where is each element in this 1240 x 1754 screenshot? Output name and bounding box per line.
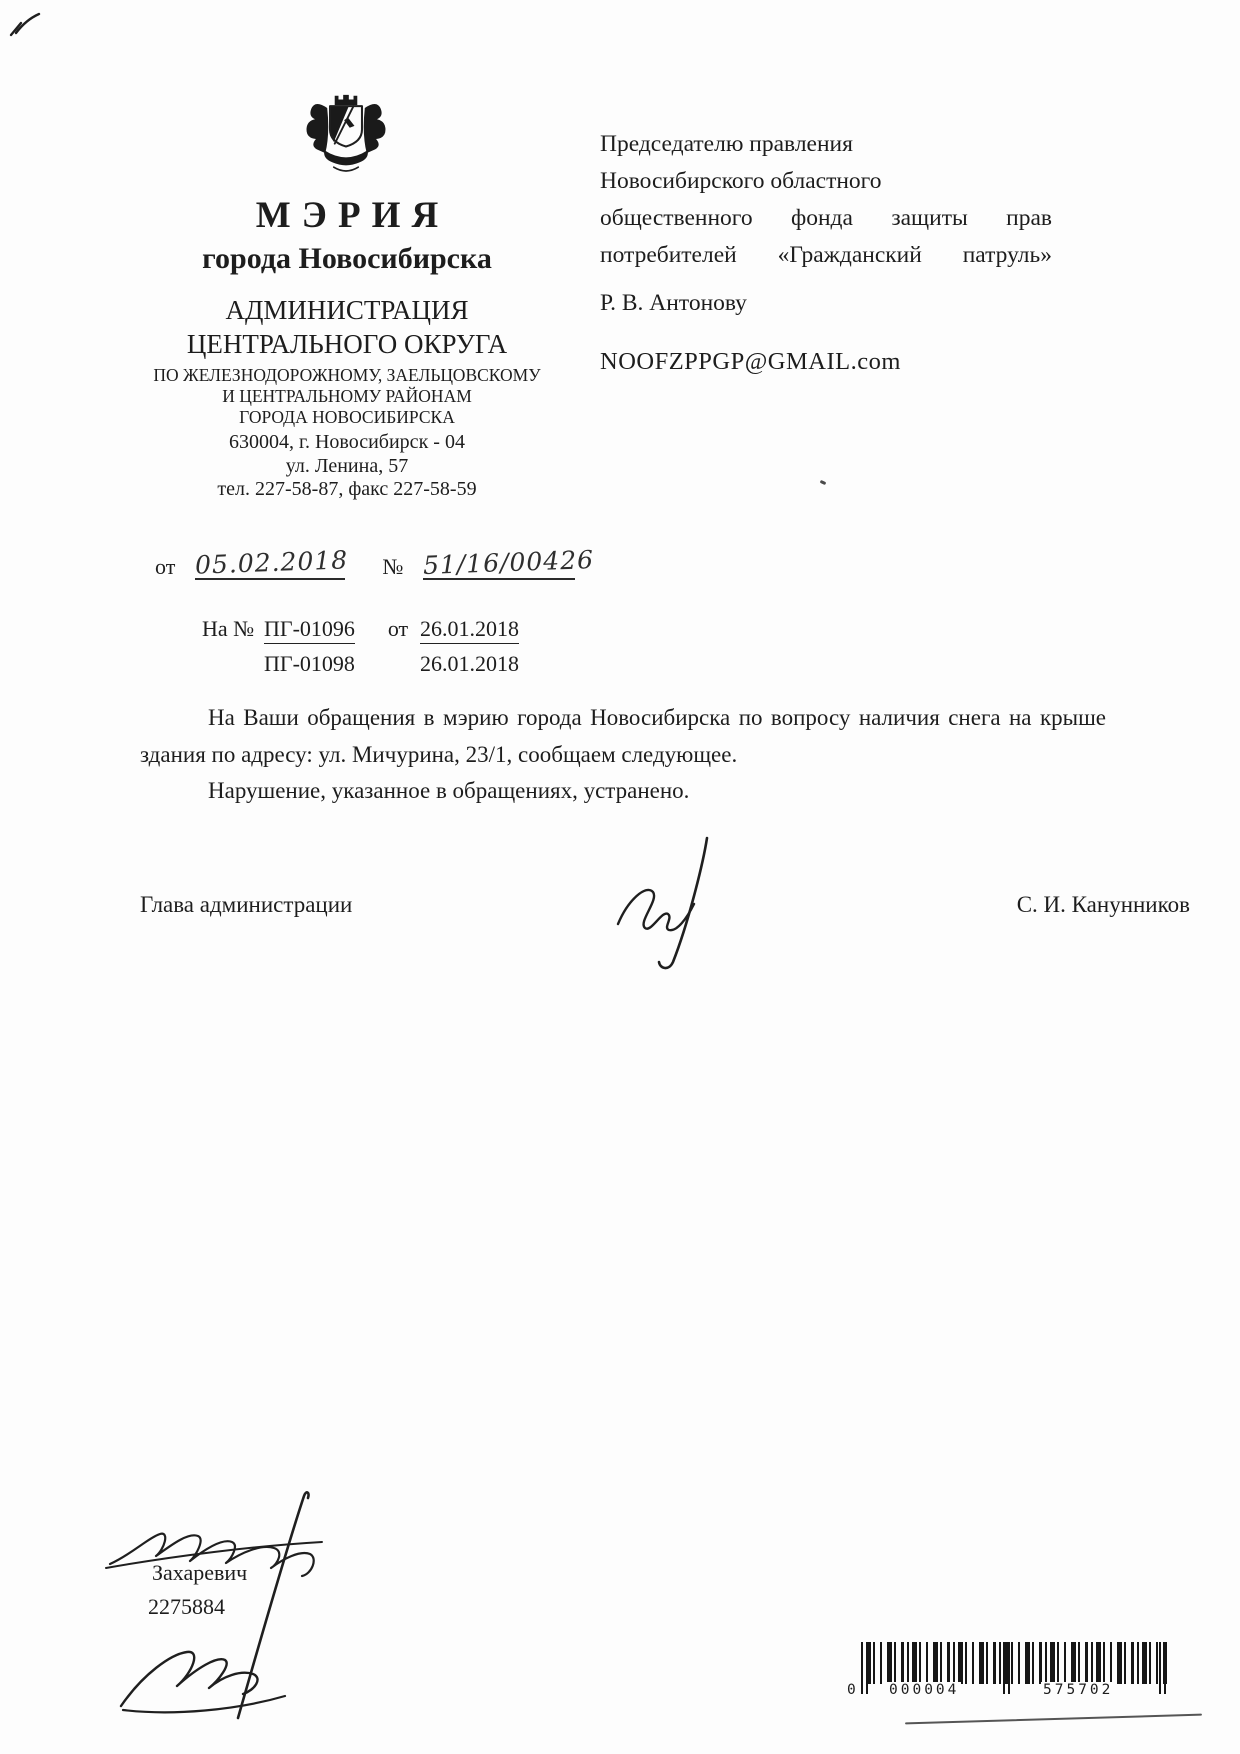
outgoing-number-handwritten: 51/16/00426 (422, 545, 595, 580)
body-paragraph-1: На Ваши обращения в мэрию города Новосибирска по вопросу наличия снега на крыше здания по адресу: ул. Мичурина, 23/1, сообщаем следующее. (140, 705, 1106, 767)
sender-postal-address: 630004, г. Новосибирск - 04 (229, 431, 465, 453)
executor-phone: 2275884 (148, 1594, 225, 1619)
outgoing-line (155, 545, 595, 580)
recipient-line: Председателю правления (600, 131, 853, 157)
recipient-line: Новосибирского областного (600, 168, 882, 194)
sender-districts-line2: И ЦЕНТРАЛЬНОМУ РАЙОНАМ (222, 386, 472, 406)
recipient-line: общественного фонда защиты прав (600, 205, 1052, 231)
sender-districts-line3: ГОРОДА НОВОСИБИРСКА (239, 407, 455, 427)
recipient-email: NOOFZPPGP@GMAIL.com (600, 348, 901, 375)
sender-header (118, 194, 576, 502)
outgoing-from-label: от (155, 554, 176, 579)
reference-number-1: ПГ-01096 (264, 616, 355, 644)
sender-dept-line2: ЦЕНТРАЛЬНОГО ОКРУГА (186, 329, 508, 359)
barcode (845, 1642, 1167, 1698)
novosibirsk-coat-of-arms-icon (299, 92, 393, 186)
pen-corner-mark-icon (6, 8, 44, 44)
executor-name: Захаревич (152, 1560, 248, 1585)
letter-body (140, 700, 1106, 810)
barcode-digits-group1: 000004 (889, 1682, 960, 1698)
reference-label: На № (202, 616, 255, 641)
barcode-digits-group2: 575702 (1043, 1682, 1114, 1698)
signer-position-title: Глава администрации (140, 892, 353, 917)
stray-ink-dot (820, 480, 827, 485)
scan-line-artifact (905, 1714, 1202, 1725)
recipient-name: Р. В. Антонову (600, 290, 747, 316)
recipient-block (600, 126, 1052, 380)
reference-block (202, 616, 540, 686)
reference-date-1: 26.01.2018 (420, 616, 519, 644)
recipient-line: потребителей «Гражданский патруль» (600, 242, 1052, 268)
kanunnikov-signature-icon (610, 832, 750, 970)
outgoing-number-field (422, 545, 595, 580)
outgoing-date-field (194, 545, 349, 580)
sender-dept-line1: АДМИНИСТРАЦИЯ (225, 295, 469, 325)
reference-date-2: 26.01.2018 (420, 651, 519, 676)
sender-districts-line1: ПО ЖЕЛЕЗНОДОРОЖНОМУ, ЗАЕЛЬЦОВСКОМУ (153, 365, 541, 385)
sender-contacts: тел. 227-58-87, факс 227-58-59 (217, 478, 477, 500)
outgoing-number-label: № (382, 554, 404, 579)
signer-name: С. И. Канунников (1016, 892, 1190, 917)
barcode-guard (866, 1642, 868, 1694)
sender-org-city: города Новосибирска (202, 242, 492, 275)
pen-stroke-icon (232, 1488, 316, 1724)
barcode-bars (861, 1642, 1167, 1684)
barcode-guard (1164, 1642, 1166, 1694)
barcode-guard (861, 1642, 863, 1694)
sender-org-name: МЭРИЯ (255, 195, 450, 236)
outgoing-date-handwritten: 05.02.2018 (194, 545, 349, 580)
sender-street-address: ул. Ленина, 57 (285, 454, 409, 477)
barcode-guard (1003, 1642, 1005, 1694)
barcode-left-digit: 0 (847, 1682, 859, 1698)
body-paragraph-2: Нарушение, указанное в обращениях, устранено. (208, 778, 690, 803)
reference-ot-label: от (387, 616, 409, 641)
reference-number-2: ПГ-01098 (264, 651, 355, 676)
barcode-guard (1159, 1642, 1161, 1694)
barcode-guard (1008, 1642, 1010, 1694)
